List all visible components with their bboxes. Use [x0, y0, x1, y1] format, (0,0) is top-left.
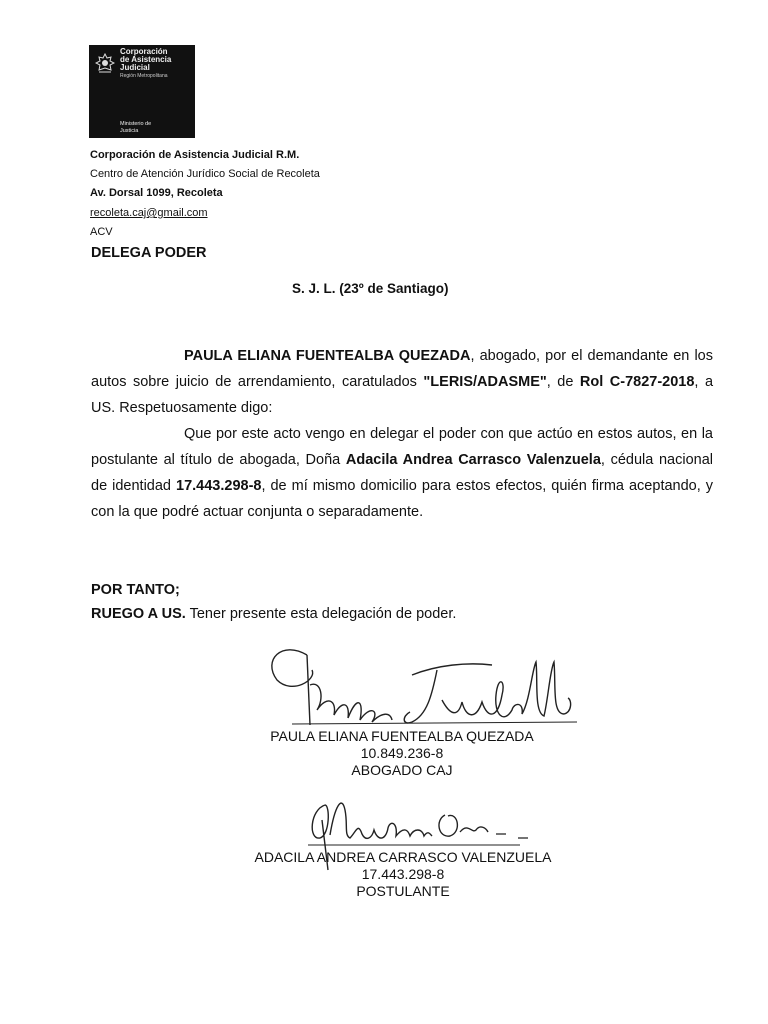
- coat-of-arms-icon: [95, 53, 115, 75]
- logo-line: de Asistencia: [120, 55, 172, 64]
- header-org: Corporación de Asistencia Judicial R.M.: [90, 149, 300, 161]
- text: , abogado, por el demandante en los autos sobre juicio de arrendamiento, caratulados: [91, 348, 713, 390]
- signatory-2-role: POSTULANTE: [356, 883, 450, 899]
- text: , a US. Respetuosamente digo:: [91, 374, 714, 416]
- header-address: Av. Dorsal 1099, Recoleta: [90, 187, 223, 199]
- signatory-2-name: ADACILA ANDREA CARRASCO VALENZUELA: [254, 849, 552, 865]
- logo-region: Región Metropolitana: [120, 73, 168, 79]
- paragraph-1: [91, 343, 713, 421]
- signatory-1-name: PAULA ELIANA FUENTEALBA QUEZADA: [270, 728, 534, 744]
- text: , cédula nacional de identidad: [91, 452, 714, 494]
- case-caption: "LERIS/ADASME": [423, 374, 547, 390]
- signatory-2-rut: 17.443.298-8: [361, 866, 445, 882]
- logo-line: Judicial: [120, 63, 150, 72]
- text: , de: [546, 374, 580, 390]
- header-initials: ACV: [90, 226, 113, 238]
- closing-block: [91, 578, 456, 626]
- signatory-1-role: ABOGADO CAJ: [351, 762, 453, 778]
- delegate-rut: 17.443.298-8: [176, 478, 262, 494]
- logo-ministry: Ministerio de: [120, 121, 152, 127]
- institution-logo: [89, 45, 195, 138]
- signatory-2: [228, 849, 578, 900]
- ruego-label: RUEGO A US.: [91, 606, 186, 622]
- header-email[interactable]: recoleta.caj@gmail.com: [90, 207, 208, 219]
- court-addressee: S. J. L. (23º de Santiago): [292, 281, 449, 296]
- case-rol: Rol C-7827-2018: [579, 374, 695, 390]
- signature-1-image: [262, 640, 582, 735]
- delegate-name: Adacila Andrea Carrasco Valenzuela: [345, 452, 601, 468]
- signatory-1-rut: 10.849.236-8: [360, 745, 444, 761]
- header-center: Centro de Atención Jurídico Social de Recoleta: [90, 168, 320, 180]
- signatory-1: [249, 728, 555, 779]
- por-tanto: POR TANTO;: [91, 582, 180, 598]
- paragraph-2: [91, 421, 713, 525]
- logo-ministry: Justicia: [120, 128, 139, 134]
- ruego-line: [91, 602, 456, 626]
- text: , de mí mismo domicilio para estos efectos, quién firma aceptando, y con la que podré actuar conjunta o separadamente.: [91, 478, 714, 520]
- document-body: [91, 343, 713, 525]
- lawyer-name: PAULA ELIANA FUENTEALBA QUEZADA: [184, 348, 471, 364]
- text: Que por este acto vengo en delegar el poder con que actúo en estos autos, en la postulante al título de abogada, Doña: [91, 426, 713, 468]
- document-title: DELEGA PODER: [91, 245, 207, 261]
- ruego-text: Tener presente esta delegación de poder.: [185, 606, 457, 622]
- logo-line: Corporación: [120, 47, 168, 56]
